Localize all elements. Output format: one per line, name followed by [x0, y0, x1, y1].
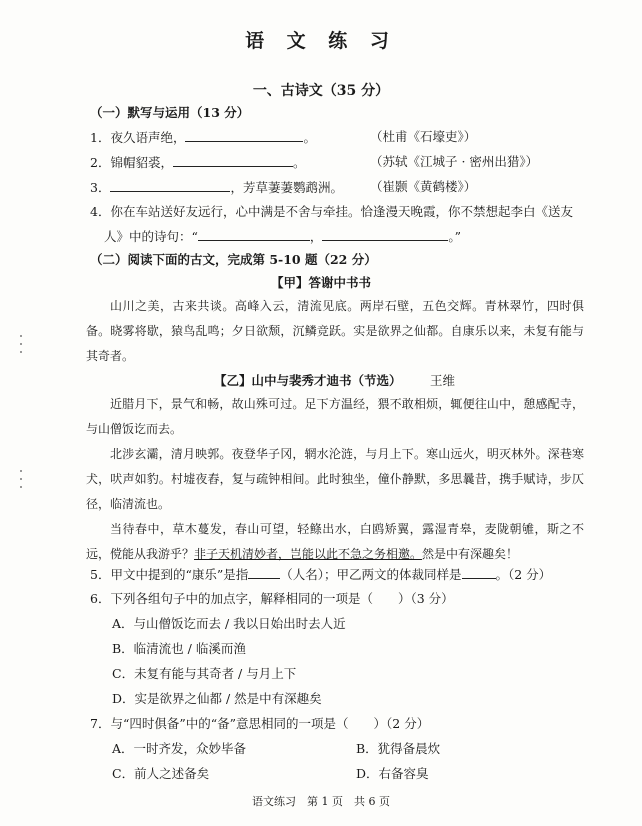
- answer-blank[interactable]: [462, 565, 496, 579]
- q7-option-d[interactable]: D．右备容臭: [356, 766, 429, 781]
- part1-heading: （一）默写与运用（13 分）: [90, 105, 250, 120]
- q6-option-c[interactable]: C．未复有能与其奇者 / 与月上下: [112, 666, 297, 681]
- source-1: （杜甫《石壕吏》）: [370, 129, 477, 144]
- question-1: 1．夜久语声绝， 。: [90, 130, 316, 145]
- answer-blank[interactable]: [185, 128, 303, 142]
- q6-option-a[interactable]: A．与山僧饭讫而去 / 我以日始出时去人近: [112, 616, 346, 631]
- source-2: （苏轼《江城子 · 密州出猎》）: [370, 154, 539, 169]
- answer-blank[interactable]: [322, 227, 448, 241]
- question-3: 3． ，芳草萋萋鹦鹉洲。: [90, 180, 343, 195]
- q6-option-d[interactable]: D．实是欲界之仙都 / 然是中有深趣矣: [112, 691, 322, 706]
- q6-option-b[interactable]: B．临清流也 / 临溪而渔: [112, 641, 246, 656]
- question-5: 5．甲文中提到的“康乐”是指 （人名）；甲乙两文的体裁同样是 。（2 分）: [90, 567, 552, 582]
- yi-passage: 近腊月下，景气和畅，故山殊可过。足下方温经，猥不敢相烦，辄便往山中，憩感配寺，与山僧饭讫而去。 北涉玄灞，清月映郭。夜登华子冈，辋水沦涟，与月上下。寒山远火，明灭林外。深巷寒犬，吠声如豹。村墟夜舂，复与疏钟相间。此时独坐，僮仆静默，多思曩昔，携手赋诗，步仄径，临清流也。 当待春中，草木蔓发，春山可望，轻鲦出水，白鸥矫翼，露湿青皋，麦陇朝雊，斯之不远，傥能从我游乎？非子天机清妙者，岂能以此不急之务相邀。然是中有深趣矣！: [86, 397, 584, 561]
- question-4-line1: 4．你在车站送好友远行，心中满是不舍与牵挂。恰逢漫天晚霞，你不禁想起李白《送友: [90, 204, 573, 219]
- q7-option-c[interactable]: C．前人之述备矣: [112, 766, 210, 781]
- part2-heading: （二）阅读下面的古文，完成第 5-10 题（22 分）: [90, 252, 377, 267]
- page-title: 语 文 练 习: [245, 30, 397, 52]
- jia-title: 【甲】答谢中书书: [270, 275, 371, 290]
- source-3: （崔颢《黄鹤楼》）: [370, 179, 477, 194]
- underlined-sentence: 非子天机清妙者，岂能以此不急之务相邀。: [194, 547, 423, 561]
- q7-option-a[interactable]: A．一时齐发，众妙毕备: [112, 741, 247, 756]
- q7-option-b[interactable]: B．犹得备晨炊: [356, 741, 441, 756]
- question-6: 6．下列各组句子中的加点字，解释相同的一项是（ ）（3 分）: [90, 591, 454, 606]
- question-4-line2: 人》中的诗句：“ ， 。”: [104, 229, 462, 244]
- yi-title: 【乙】山中与裴秀才迪书（节选）: [214, 373, 402, 388]
- answer-blank[interactable]: [198, 227, 310, 241]
- question-2: 2．锦帽貂裘， 。: [90, 155, 306, 170]
- yi-author: 王维: [430, 373, 456, 388]
- answer-blank[interactable]: [110, 178, 230, 192]
- section-heading: 一、古诗文（35 分）: [252, 83, 390, 99]
- question-7: 7．与“四时俱备”中的“备”意思相同的一项是（ ）（2 分）: [90, 716, 430, 731]
- jia-passage: 山川之美，古来共谈。高峰入云，清流见底。两岸石壁，五色交辉。青林翠竹，四时俱备。晓雾将歇，猿鸟乱鸣；夕日欲颓，沉鳞竞跃。实是欲界之仙都。自康乐以来，未复有能与其奇者。: [86, 299, 584, 363]
- answer-blank[interactable]: [173, 153, 293, 167]
- answer-blank[interactable]: [248, 565, 280, 579]
- page-footer: 语文练习 第 1 页 共 6 页: [252, 795, 390, 808]
